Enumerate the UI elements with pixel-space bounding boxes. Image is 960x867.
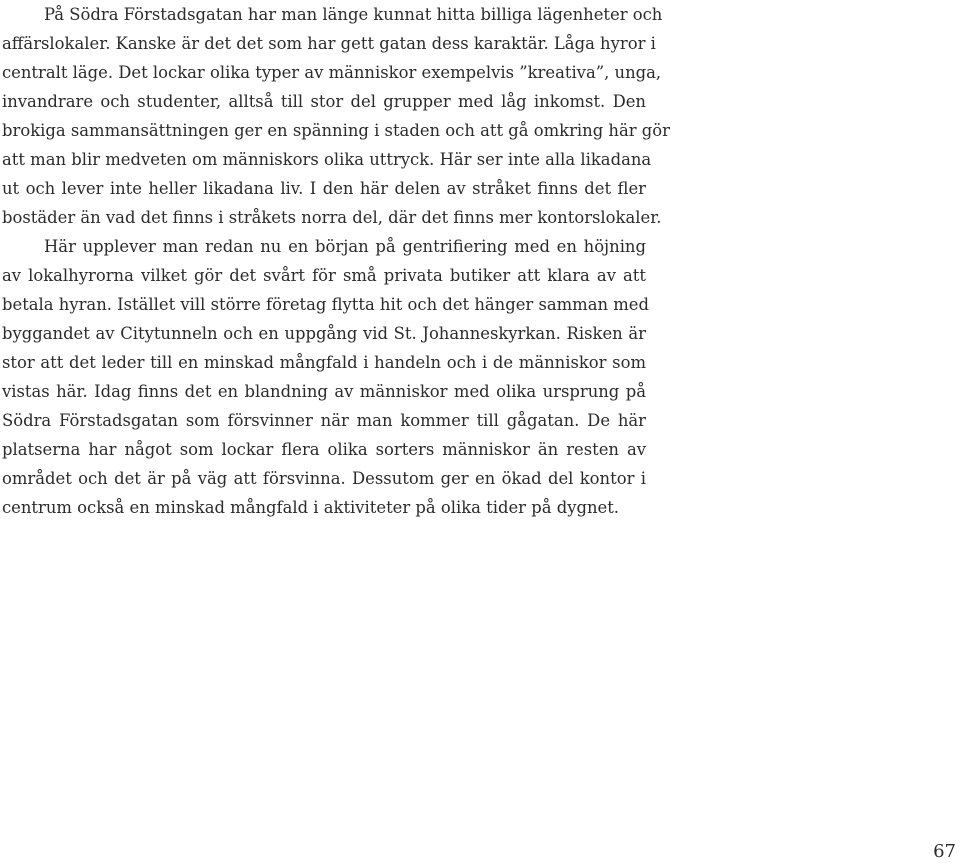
text-line: bostäder än vad det finns i stråkets norra del, där det finns mer kontorslokaler.	[2, 208, 662, 227]
text-line: centralt läge. Det lockar olika typer av människor exempelvis ”kreativa”, unga,	[2, 63, 662, 82]
paragraph-1	[2, 0, 670, 232]
paragraph-2	[2, 232, 649, 522]
text-line: av lokalhyrorna vilket gör det svårt för små privata butiker att klara av att	[2, 266, 646, 285]
text-line: att man blir medveten om människors olika uttryck. Här ser inte alla likadana	[2, 150, 652, 169]
text-line: Södra Förstadsgatan som försvinner när man kommer till gågatan. De här	[2, 411, 646, 430]
text-line: Här upplever man redan nu en början på gentrifiering med en höjning	[44, 237, 646, 256]
page-number: 67	[933, 841, 956, 862]
text-line: På Södra Förstadsgatan har man länge kunnat hitta billiga lägenheter och	[44, 5, 663, 24]
text-line: betala hyran. Istället vill större företag flytta hit och det hänger samman med	[2, 295, 649, 314]
text-line: invandrare och studenter, alltså till stor del grupper med låg inkomst. Den	[2, 92, 646, 111]
text-line: brokiga sammansättningen ger en spänning i staden och att gå omkring här gör	[2, 121, 670, 140]
text-line: centrum också en minskad mångfald i aktiviteter på olika tider på dygnet.	[2, 498, 619, 517]
text-line: stor att det leder till en minskad mångfald i handeln och i de människor som	[2, 353, 646, 372]
body-text	[2, 0, 670, 522]
text-line: affärslokaler. Kanske är det det som har gett gatan dess karaktär. Låga hyror i	[2, 34, 656, 53]
text-line: platserna har något som lockar flera olika sorters människor än resten av	[2, 440, 646, 459]
text-line: ut och lever inte heller likadana liv. I den här delen av stråket finns det fler	[2, 179, 646, 198]
text-line: byggandet av Citytunneln och en uppgång vid St. Johanneskyrkan. Risken är	[2, 324, 646, 343]
text-line: området och det är på väg att försvinna. Dessutom ger en ökad del kontor i	[2, 469, 646, 488]
text-line: vistas här. Idag finns det en blandning av människor med olika ursprung på	[2, 382, 646, 401]
